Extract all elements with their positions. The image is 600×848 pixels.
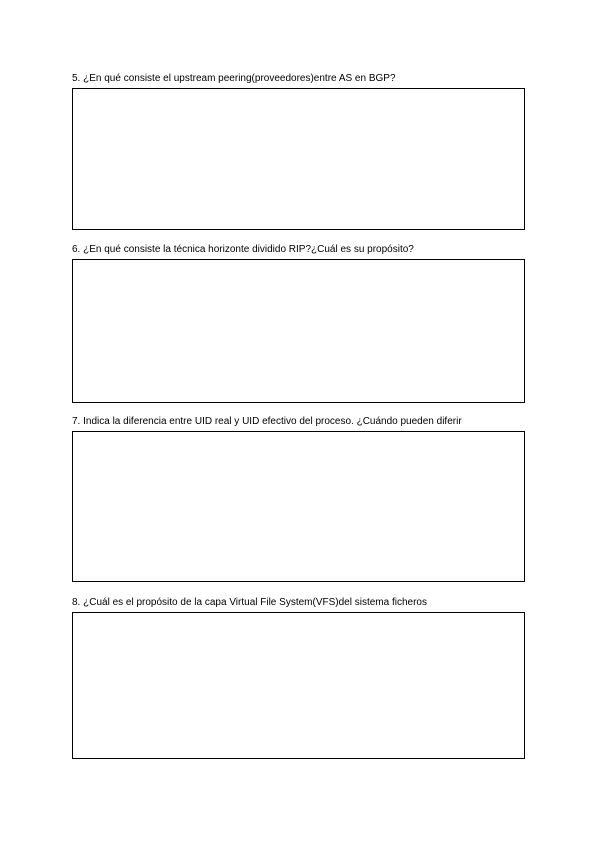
question-5-text: 5. ¿En qué consiste el upstream peering(proveedores)entre AS en BGP? — [72, 73, 396, 84]
question-8 — [72, 597, 528, 759]
question-6-text: 6. ¿En qué consiste la técnica horizonte dividido RIP?¿Cuál es su propósito? — [72, 244, 414, 255]
answer-box-8[interactable] — [72, 612, 525, 759]
answer-box-6[interactable] — [72, 259, 525, 403]
question-8-text: 8. ¿Cuál es el propósito de la capa Virtual File System(VFS)del sistema ficheros — [72, 597, 427, 608]
question-6 — [72, 244, 528, 403]
question-7-text: 7. Indica la diferencia entre UID real y UID efectivo del proceso. ¿Cuándo pueden diferir — [72, 416, 462, 427]
answer-box-7[interactable] — [72, 431, 525, 582]
answer-box-5[interactable] — [72, 88, 525, 230]
question-7 — [72, 416, 528, 582]
question-5 — [72, 73, 528, 230]
